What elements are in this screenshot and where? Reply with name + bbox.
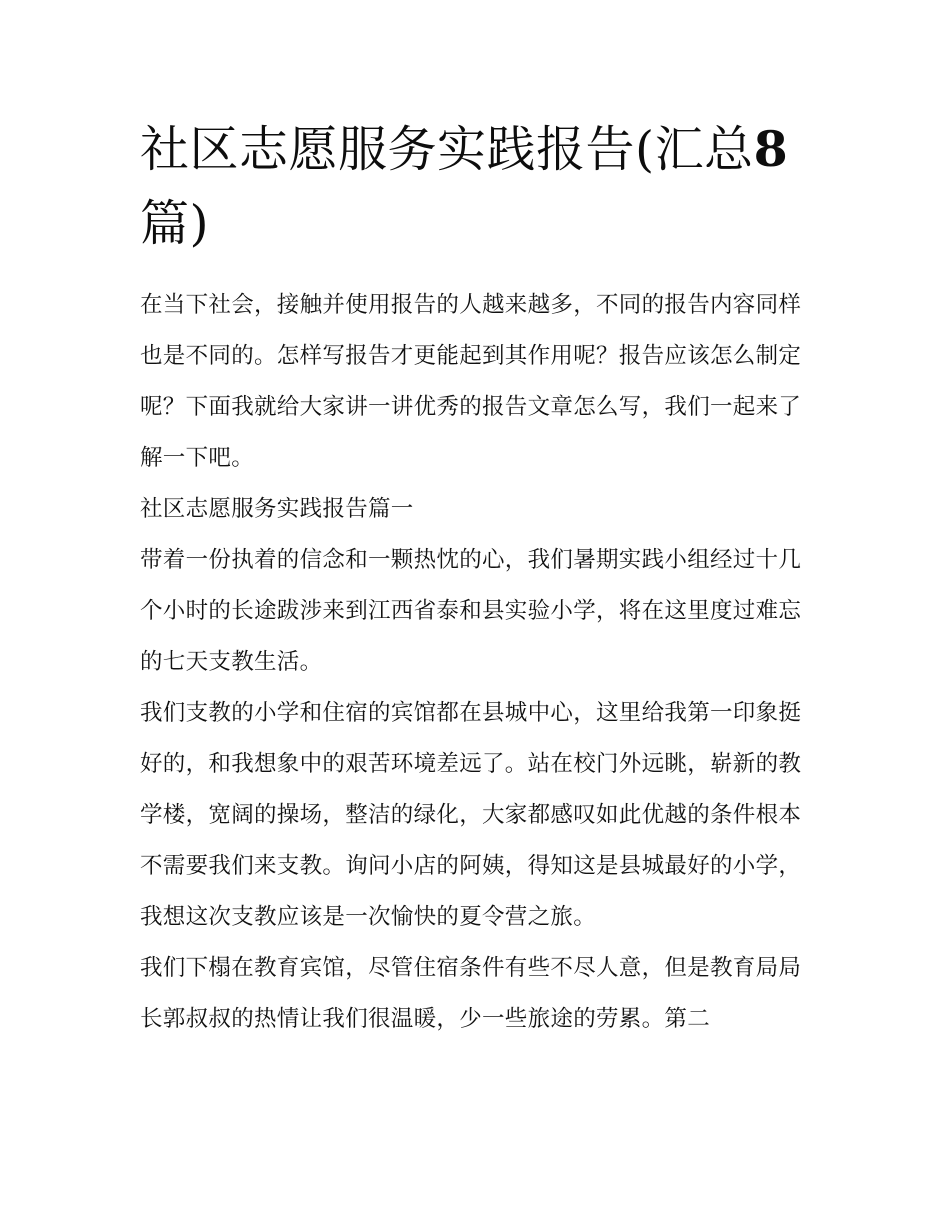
document-body [140, 280, 820, 1045]
title-end: 篇) [140, 195, 210, 252]
body-paragraph: 带着一份执着的信念和一颗热忱的心，我们暑期实践小组经过十几个小时的长途跋涉来到江西省泰和县实验小学，将在这里度过难忘的七天支教生活。 [140, 547, 802, 675]
body-paragraph: 我们支教的小学和住宿的宾馆都在县城中心，这里给我第一印象挺好的，和我想象中的艰苦环境差远了。站在校门外远眺，崭新的教学楼，宽阔的操场，整洁的绿化，大家都感叹如此优越的条件根本不需要我们来支教。询问小店的阿姨，得知这是县城最好的小学，我想这次支教应该是一次愉快的夏令营之旅。 [140, 700, 802, 930]
title-main: 社区志愿服务实践报告(汇总 [140, 121, 754, 178]
intro-paragraph: 在当下社会，接触并使用报告的人越来越多，不同的报告内容同样也是不同的。怎样写报告才更能起到其作用呢？报告应该怎么制定呢？下面我就给大家讲一讲优秀的报告文章怎么写，我们一起来了解一下吧。 [140, 292, 802, 471]
title-number: 8 [753, 120, 789, 178]
document-title [140, 112, 820, 261]
body-paragraph: 我们下榻在教育宾馆，尽管住宿条件有些不尽人意，但是教育局局长郭叔叔的热情让我们很温暖，少一些旅途的劳累。第二 [140, 955, 802, 1032]
section-heading: 社区志愿服务实践报告篇一 [140, 496, 414, 522]
document-page [140, 112, 820, 1045]
